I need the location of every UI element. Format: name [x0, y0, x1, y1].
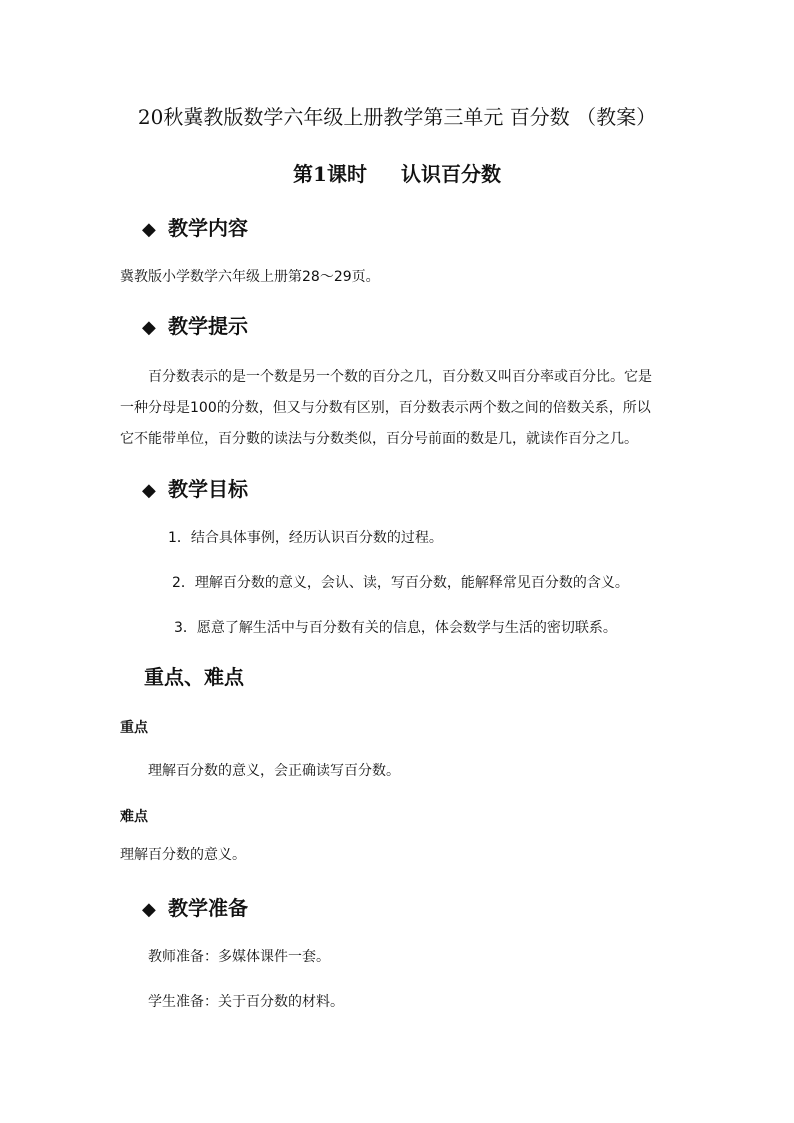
- hint-line-3: 它不能带单位，百分數的读法与分数类似，百分号前面的数是几，就读作百分之几。: [120, 431, 638, 447]
- diamond-bullet-icon: ◆: [142, 480, 156, 501]
- hint-line-2: 一种分母是100的分数，但又与分数有区别，百分数表示两个数之间的倍数关系，所以: [120, 400, 651, 416]
- diamond-bullet-icon: ◆: [142, 219, 156, 240]
- section-heading-content: ◆ 教学内容: [142, 214, 248, 244]
- lesson-number: 第1课时: [293, 162, 367, 186]
- section-heading-hint: ◆ 教学提示: [142, 312, 248, 342]
- goal-item-1: 1．结合具体事例，经历认识百分数的过程。: [168, 530, 443, 546]
- key-label: 重点: [120, 720, 148, 736]
- key-text: 理解百分数的意义，会正确读写百分数。: [148, 763, 400, 779]
- document-title: 20秋冀教版数学六年级上册教学第三单元 百分数 （教案）: [137, 105, 657, 129]
- goal-item-3: 3．愿意了解生活中与百分数有关的信息，体会数学与生活的密切联系。: [174, 620, 617, 636]
- hint-line-1: 百分数表示的是一个数是另一个数的百分之几，百分数又叫百分率或百分比。它是: [148, 369, 652, 385]
- diamond-bullet-icon: ◆: [142, 899, 156, 920]
- section-heading-key: 重点、难点: [144, 665, 244, 689]
- teacher-prep: 教师准备：多媒体课件一套。: [148, 949, 330, 965]
- lesson-title: [0, 160, 794, 188]
- difficult-text: 理解百分数的意义。: [120, 847, 246, 863]
- lesson-name: 认识百分数: [400, 162, 501, 186]
- content-text: 冀教版小学数学六年级上册第28～29页。: [120, 269, 380, 285]
- goal-item-2: 2．理解百分数的意义，会认、读，写百分数，能解释常见百分数的含义。: [172, 575, 629, 591]
- student-prep: 学生准备：关于百分数的材料。: [148, 994, 344, 1010]
- section-heading-goals: ◆ 教学目标: [142, 475, 248, 505]
- section-heading-prep: ◆ 教学准备: [142, 894, 248, 924]
- difficult-label: 难点: [120, 809, 148, 825]
- diamond-bullet-icon: ◆: [142, 317, 156, 338]
